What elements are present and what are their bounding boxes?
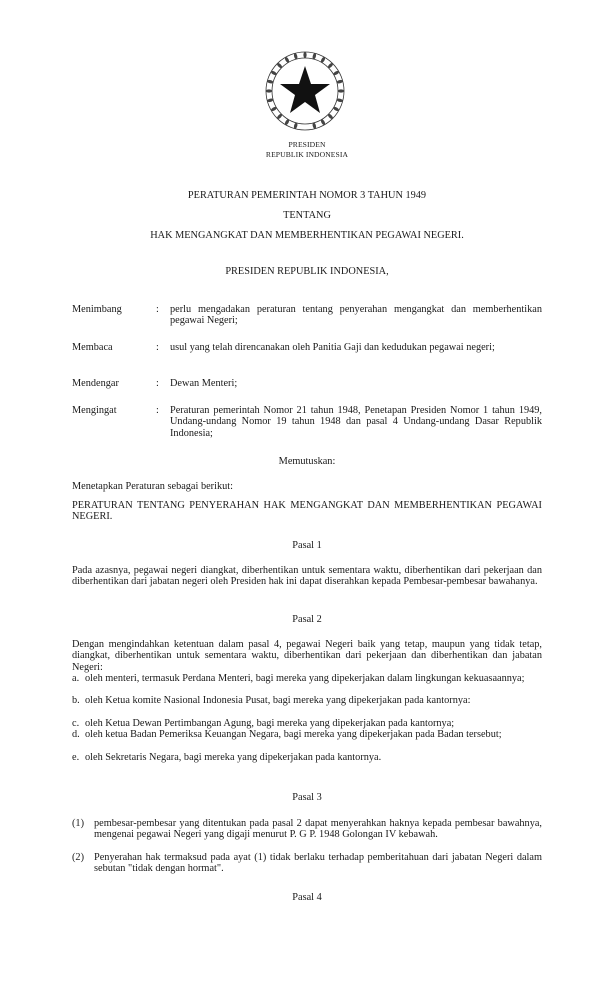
item-text: oleh menteri, termasuk Perdana Menteri, bagi mereka yang dipekerjakan dalam lingkungan kekuasaannya;	[85, 673, 525, 684]
preamble-text: perlu mengadakan peraturan tentang penyerahan mengangkat dan memberhentikan pegawai Negeri;	[170, 304, 542, 327]
item-marker: c.	[72, 718, 80, 729]
preamble-label: Membaca	[72, 342, 113, 353]
preamble-label: Menimbang	[72, 304, 122, 315]
preamble-colon: :	[156, 304, 159, 315]
item-text: oleh Sekretaris Negara, bagi mereka yang dipekerjakan pada kantornya.	[85, 752, 382, 763]
item-marker: d.	[72, 729, 80, 740]
pasal-4-heading: Pasal 4	[292, 892, 322, 903]
preamble-colon: :	[156, 342, 159, 353]
preamble-text: Peraturan pemerintah Nomor 21 tahun 1948, Penetapan Presiden Nomor 1 tahun 1949, Undang-undang Nomor 19 tahun 1948 dan pasal 4 Undang-undang Dasar Republik Indonesia;	[170, 405, 542, 439]
presidential-emblem-icon	[264, 50, 346, 132]
preamble-colon: :	[156, 405, 159, 416]
item-marker: a.	[72, 673, 80, 684]
preamble-text: Dewan Menteri;	[170, 378, 238, 389]
regulation-number: PERATURAN PEMERINTAH NOMOR 3 TAHUN 1949	[187, 190, 427, 201]
regulation-title: PERATURAN TENTANG PENYERAHAN HAK MENGANGKAT DAN MEMBERHENTIKAN PEGAWAI NEGERI.	[72, 500, 542, 523]
item-text: oleh Ketua komite Nasional Indonesia Pusat, bagi mereka yang dipekerjakan pada kantornya:	[85, 695, 471, 706]
preamble-text: usul yang telah direncanakan oleh Panitia Gaji dan kedudukan pegawai negeri;	[170, 342, 495, 353]
item-text: oleh Ketua Dewan Pertimbangan Agung, bagi mereka yang dipekerjakan pada kantornya;	[85, 718, 455, 729]
preamble-label: Mendengar	[72, 378, 119, 389]
preamble-colon: :	[156, 378, 159, 389]
item-marker: e.	[72, 752, 80, 763]
tentang-heading: TENTANG	[283, 210, 331, 221]
item-marker: b.	[72, 695, 80, 706]
preamble-label: Mengingat	[72, 405, 117, 416]
menetapkan-text: Menetapkan Peraturan sebagai berikut:	[72, 481, 233, 492]
issuer-heading: PRESIDEN REPUBLIK INDONESIA,	[225, 266, 389, 277]
item-text: pembesar-pembesar yang ditentukan pada pasal 2 dapat menyerahkan haknya kepada pembesar bawahnya, mengenai pegawai Negeri yang digaji menurut P. G P. 1948 Golongan IV kebawah.	[94, 818, 542, 841]
pasal-3-heading: Pasal 3	[292, 792, 322, 803]
pasal-1-text: Pada azasnya, pegawai negeri diangkat, diberhentikan untuk sementara waktu, diberhentikan dari pekerjaan dan diberhentikan dari jabatan negeri oleh Presiden hak ini dapat diserahkan kepada Pembesar-pembesar bawahanya.	[72, 565, 542, 588]
emblem-label-presiden: PRESIDEN	[288, 140, 326, 149]
emblem-label-republik: REPUBLIK INDONESIA	[265, 150, 349, 159]
regulation-subject: HAK MENGANGKAT DAN MEMBERHENTIKAN PEGAWAI NEGERI.	[150, 230, 464, 241]
item-marker: (2)	[72, 852, 85, 863]
memutuskan-heading: Memutuskan:	[278, 456, 336, 467]
item-text: Penyerahan hak termaksud pada ayat (1) tidak berlaku terhadap pemberitahuan dari jabatan Negeri dalam sebutan "tidak dengan hormat".	[94, 852, 542, 875]
item-text: oleh ketua Badan Pemeriksa Keuangan Negara, bagi mereka yang dipekerjakan pada Badan tersebut;	[85, 729, 502, 740]
pasal-2-intro: Dengan mengindahkan ketentuan dalam pasal 4, pegawai Negeri baik yang tetap, maupun yang tidak tetap, diangkat, diberhentikan untuk sementara waktu, diberhentikan dari pekerjaan dan diberhentikan dan jabatan Negeri:	[72, 639, 542, 673]
pasal-2-heading: Pasal 2	[292, 614, 322, 625]
item-marker: (1)	[72, 818, 85, 829]
pasal-1-heading: Pasal 1	[292, 540, 322, 551]
